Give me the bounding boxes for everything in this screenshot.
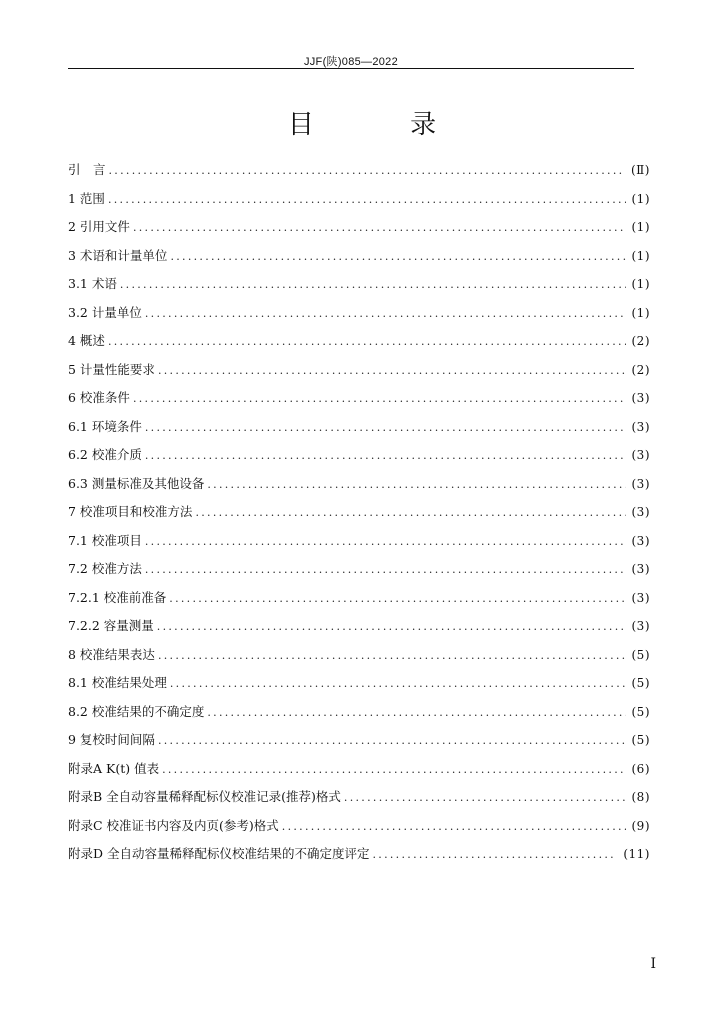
toc-entry-page: (3) — [631, 562, 650, 576]
toc-entry-6-1[interactable] — [68, 417, 650, 446]
toc-entry-6-2[interactable] — [68, 445, 650, 474]
toc-leader-dots — [145, 535, 626, 548]
toc-leader-dots — [145, 449, 626, 462]
toc-entry-page: (3) — [631, 448, 650, 462]
toc-entry-page: (3) — [631, 419, 650, 434]
page-number: I — [650, 956, 656, 972]
toc-entry-label: 4 概述 — [68, 333, 105, 348]
toc-entry-label: 6.3 测量标准及其他设备 — [68, 475, 205, 491]
toc-entry-3[interactable] — [68, 246, 650, 275]
toc-entry-page: (6) — [631, 761, 650, 776]
toc-entry-4[interactable] — [68, 331, 650, 360]
toc-entry-7-1[interactable] — [68, 531, 650, 560]
standard-code-header: JJF(陕)085—2022 — [303, 56, 399, 68]
toc-entry-label: 7.2 校准方法 — [68, 561, 142, 576]
toc-entry-label: 7.2.1 校准前准备 — [68, 589, 167, 605]
toc-entry-page: (3) — [631, 619, 650, 633]
toc-entry-label: 3.1 术语 — [68, 276, 117, 291]
toc-entry-page: (5) — [631, 704, 650, 719]
toc-leader-dots — [133, 221, 626, 234]
toc-entry-7[interactable] — [68, 502, 650, 531]
toc-leader-dots — [170, 250, 625, 263]
toc-leader-dots — [373, 848, 618, 861]
toc-entry-6[interactable] — [68, 388, 650, 417]
toc-entry-1[interactable] — [68, 189, 650, 218]
toc-entry-page: (Ⅱ) — [630, 163, 650, 177]
toc-entry-page: (9) — [631, 818, 650, 833]
toc-entry-label: 8.1 校准结果处理 — [68, 675, 167, 690]
toc-leader-dots — [207, 478, 625, 491]
toc-entry-label: 引 言 — [68, 162, 106, 177]
toc-entry-page: (1) — [631, 277, 650, 291]
toc-entry-intro[interactable] — [68, 160, 650, 189]
toc-entry-page: (3) — [631, 391, 650, 405]
toc-leader-dots — [109, 164, 625, 177]
toc-entry-label: 6 校准条件 — [68, 390, 130, 405]
toc-leader-dots — [158, 649, 626, 662]
toc-leader-dots — [158, 364, 626, 377]
toc-entry-page: (3) — [631, 533, 650, 548]
toc-entry-5[interactable] — [68, 360, 650, 389]
toc-entry-label: 附录B 全自动容量稀释配标仪校准记录(推荐)格式 — [68, 789, 341, 804]
toc-leader-dots — [108, 193, 626, 206]
toc-leader-dots — [158, 734, 626, 747]
toc-entry-appendix-b[interactable] — [68, 787, 650, 816]
toc-entry-7-2[interactable] — [68, 559, 650, 588]
toc-entry-2[interactable] — [68, 217, 650, 246]
toc-leader-dots — [195, 506, 625, 519]
toc-entry-page: (2) — [631, 334, 650, 348]
toc-entry-7-2-2[interactable] — [68, 616, 650, 645]
toc-entry-label: 6.2 校准介质 — [68, 447, 142, 462]
toc-entry-appendix-c[interactable] — [68, 816, 650, 845]
toc-entry-label: 3 术语和计量单位 — [68, 247, 168, 263]
toc-leader-dots — [157, 620, 626, 633]
toc-entry-8[interactable] — [68, 645, 650, 674]
toc-entry-7-2-1[interactable] — [68, 588, 650, 617]
toc-entry-label: 7 校准项目和校准方法 — [68, 504, 193, 519]
toc-entry-page: (1) — [631, 191, 650, 206]
toc-entry-3-1[interactable] — [68, 274, 650, 303]
toc-entry-label: 9 复校时间间隔 — [68, 732, 155, 747]
toc-entry-appendix-a[interactable] — [68, 759, 650, 788]
toc-entry-page: (5) — [631, 647, 650, 662]
toc-leader-dots — [108, 335, 626, 348]
toc-leader-dots — [145, 421, 626, 434]
page-title: 目 录 — [287, 110, 481, 140]
toc-entry-page: (5) — [631, 676, 650, 690]
toc-entry-label: 附录C 校准证书内容及内页(参考)格式 — [68, 817, 279, 833]
toc-leader-dots — [170, 677, 626, 690]
toc-entry-8-2[interactable] — [68, 702, 650, 731]
toc-entry-page: (3) — [631, 505, 650, 519]
toc-entry-page: (5) — [631, 733, 650, 747]
toc-leader-dots — [344, 791, 626, 804]
toc-leader-dots — [145, 563, 626, 576]
toc-entry-label: 6.1 环境条件 — [68, 418, 142, 434]
toc-entry-page: (1) — [631, 305, 650, 320]
toc-entry-page: (8) — [631, 790, 650, 804]
toc-leader-dots — [282, 820, 626, 833]
toc-entry-page: (11) — [623, 847, 650, 861]
toc-entry-3-2[interactable] — [68, 303, 650, 332]
toc-entry-label: 7.1 校准项目 — [68, 532, 142, 548]
toc-entry-label: 附录D 全自动容量稀释配标仪校准结果的不确定度评定 — [68, 846, 370, 861]
toc-leader-dots — [207, 706, 625, 719]
toc-entry-label: 3.2 计量单位 — [68, 304, 142, 320]
toc-entry-label: 2 引用文件 — [68, 219, 130, 234]
toc-entry-6-3[interactable] — [68, 474, 650, 503]
toc-leader-dots — [162, 763, 625, 776]
toc-entry-label: 5 计量性能要求 — [68, 361, 155, 377]
toc-entry-label: 1 范围 — [68, 190, 105, 206]
toc-leader-dots — [133, 392, 626, 405]
toc-entry-page: (3) — [631, 590, 650, 605]
toc-entry-9[interactable] — [68, 730, 650, 759]
toc-leader-dots — [145, 307, 626, 320]
toc-entry-page: (3) — [631, 476, 650, 491]
toc-entry-label: 8 校准结果表达 — [68, 646, 155, 662]
toc-entry-page: (1) — [631, 248, 650, 263]
toc-leader-dots — [120, 278, 626, 291]
toc-entry-label: 附录A K(t) 值表 — [68, 760, 160, 776]
toc-leader-dots — [169, 592, 625, 605]
toc-entry-appendix-d[interactable] — [68, 844, 650, 873]
toc-entry-label: 8.2 校准结果的不确定度 — [68, 703, 205, 719]
table-of-contents — [68, 160, 650, 873]
toc-entry-label: 7.2.2 容量测量 — [68, 618, 154, 633]
toc-entry-page: (2) — [631, 362, 650, 377]
header-rule — [68, 68, 634, 69]
toc-entry-8-1[interactable] — [68, 673, 650, 702]
toc-entry-page: (1) — [631, 220, 650, 234]
